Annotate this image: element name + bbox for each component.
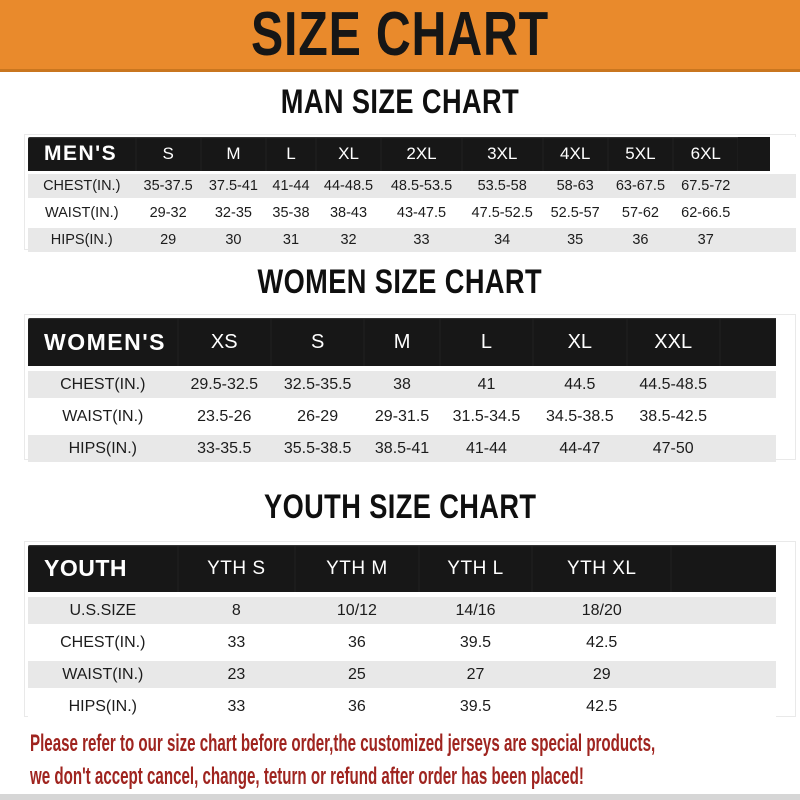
size-value: 26-29 [271, 401, 364, 433]
size-value: 57-62 [608, 200, 673, 227]
women-column-header: M [364, 318, 439, 369]
size-value: 44-47 [533, 433, 626, 463]
row-label: WAIST(IN.) [28, 401, 178, 433]
size-value: 42.5 [532, 627, 671, 659]
men-header-row [28, 137, 796, 173]
size-value: 47-50 [627, 433, 720, 463]
youth-column-header: YTH S [178, 545, 296, 595]
youth-header-row [28, 545, 776, 595]
size-value: 38-43 [316, 200, 381, 227]
size-value: 44.5-48.5 [627, 369, 720, 401]
size-value: 29-32 [136, 200, 201, 227]
size-value: 27 [419, 659, 532, 691]
men-section-title-text: MAN SIZE CHART [280, 83, 520, 121]
row-label: CHEST(IN.) [28, 369, 178, 401]
row-label: HIPS(IN.) [28, 433, 178, 463]
table-row [28, 200, 796, 227]
row-label: U.S.SIZE [28, 595, 178, 627]
size-value: 36 [295, 627, 419, 659]
size-value: 44.5 [533, 369, 626, 401]
size-value: 53.5-58 [462, 173, 543, 200]
size-value: 63-67.5 [608, 173, 673, 200]
size-value: 25 [295, 659, 419, 691]
table-row [28, 401, 776, 433]
women-column-header: XXL [627, 318, 720, 369]
youth-corner-label: YOUTH [28, 545, 178, 595]
row-filler [720, 433, 776, 463]
size-value: 35-37.5 [136, 173, 201, 200]
row-label: HIPS(IN.) [28, 691, 178, 721]
size-value: 35.5-38.5 [271, 433, 364, 463]
size-value: 31 [266, 227, 316, 253]
table-row [28, 369, 776, 401]
size-value: 48.5-53.5 [381, 173, 462, 200]
size-value: 58-63 [543, 173, 608, 200]
size-value: 29-31.5 [364, 401, 439, 433]
size-value: 34 [462, 227, 543, 253]
header-filler [720, 318, 776, 369]
row-label: WAIST(IN.) [28, 200, 136, 227]
row-filler [738, 227, 796, 253]
size-value: 47.5-52.5 [462, 200, 543, 227]
size-value: 35-38 [266, 200, 316, 227]
women-column-header: XL [533, 318, 626, 369]
table-row [28, 627, 776, 659]
youth-size-table [28, 545, 776, 720]
women-column-header: S [271, 318, 364, 369]
row-label: HIPS(IN.) [28, 227, 136, 253]
youth-section-title [0, 487, 800, 527]
women-corner-label: WOMEN'S [28, 318, 178, 369]
men-section-title [0, 82, 800, 122]
banner-title: SIZE CHART [251, 0, 549, 69]
size-value: 38.5-41 [364, 433, 439, 463]
size-value: 32 [316, 227, 381, 253]
size-value: 35 [543, 227, 608, 253]
size-value: 41 [440, 369, 533, 401]
size-value: 39.5 [419, 691, 532, 721]
men-column-header: 4XL [543, 137, 608, 173]
size-value: 37.5-41 [201, 173, 266, 200]
men-column-header: 2XL [381, 137, 462, 173]
row-filler [671, 595, 776, 627]
table-row [28, 173, 796, 200]
row-filler [720, 401, 776, 433]
size-value: 32-35 [201, 200, 266, 227]
men-size-table [28, 137, 796, 252]
women-column-header: XS [178, 318, 271, 369]
table-row [28, 433, 776, 463]
size-value: 36 [295, 691, 419, 721]
header-filler [738, 137, 796, 173]
size-value: 34.5-38.5 [533, 401, 626, 433]
size-value: 38 [364, 369, 439, 401]
size-value: 44-48.5 [316, 173, 381, 200]
size-value: 42.5 [532, 691, 671, 721]
size-value: 33 [381, 227, 462, 253]
men-column-header: M [201, 137, 266, 173]
women-section-title [0, 262, 800, 302]
size-value: 33 [178, 627, 296, 659]
row-filler [738, 200, 796, 227]
table-row [28, 691, 776, 721]
youth-column-header: YTH XL [532, 545, 671, 595]
bottom-edge-strip [0, 794, 800, 800]
disclaimer-note [30, 727, 800, 793]
women-size-table [28, 318, 776, 462]
women-column-header: L [440, 318, 533, 369]
table-row [28, 595, 776, 627]
table-row [28, 227, 796, 253]
size-value: 52.5-57 [543, 200, 608, 227]
size-value: 37 [673, 227, 738, 253]
size-value: 67.5-72 [673, 173, 738, 200]
row-filler [671, 691, 776, 721]
size-value: 41-44 [440, 433, 533, 463]
size-value: 33 [178, 691, 296, 721]
row-filler [671, 627, 776, 659]
size-value: 10/12 [295, 595, 419, 627]
size-value: 36 [608, 227, 673, 253]
size-value: 39.5 [419, 627, 532, 659]
men-column-header: 3XL [462, 137, 543, 173]
size-value: 62-66.5 [673, 200, 738, 227]
row-filler [738, 173, 796, 200]
size-value: 23 [178, 659, 296, 691]
disclaimer-line-1: Please refer to our size chart before order,the customized jerseys are special products, [30, 730, 656, 757]
size-value: 31.5-34.5 [440, 401, 533, 433]
row-label: CHEST(IN.) [28, 627, 178, 659]
youth-column-header: YTH M [295, 545, 419, 595]
row-label: WAIST(IN.) [28, 659, 178, 691]
size-value: 32.5-35.5 [271, 369, 364, 401]
women-section-title-text: WOMEN SIZE CHART [257, 263, 543, 301]
men-column-header: L [266, 137, 316, 173]
size-value: 14/16 [419, 595, 532, 627]
size-chart-banner [0, 0, 800, 72]
men-column-header: 6XL [673, 137, 738, 173]
size-value: 29 [532, 659, 671, 691]
size-value: 38.5-42.5 [627, 401, 720, 433]
disclaimer-line-2: we don't accept cancel, change, teturn or refund after order has been placed! [30, 763, 584, 790]
youth-column-header: YTH L [419, 545, 532, 595]
size-value: 29.5-32.5 [178, 369, 271, 401]
men-column-header: 5XL [608, 137, 673, 173]
size-value: 23.5-26 [178, 401, 271, 433]
header-filler [671, 545, 776, 595]
youth-section-title-text: YOUTH SIZE CHART [263, 488, 537, 526]
men-corner-label: MEN'S [28, 137, 136, 173]
men-column-header: XL [316, 137, 381, 173]
row-filler [720, 369, 776, 401]
row-filler [671, 659, 776, 691]
size-value: 30 [201, 227, 266, 253]
size-value: 41-44 [266, 173, 316, 200]
size-value: 29 [136, 227, 201, 253]
size-value: 18/20 [532, 595, 671, 627]
row-label: CHEST(IN.) [28, 173, 136, 200]
women-header-row [28, 318, 776, 369]
size-value: 43-47.5 [381, 200, 462, 227]
size-value: 8 [178, 595, 296, 627]
men-column-header: S [136, 137, 201, 173]
size-value: 33-35.5 [178, 433, 271, 463]
table-row [28, 659, 776, 691]
